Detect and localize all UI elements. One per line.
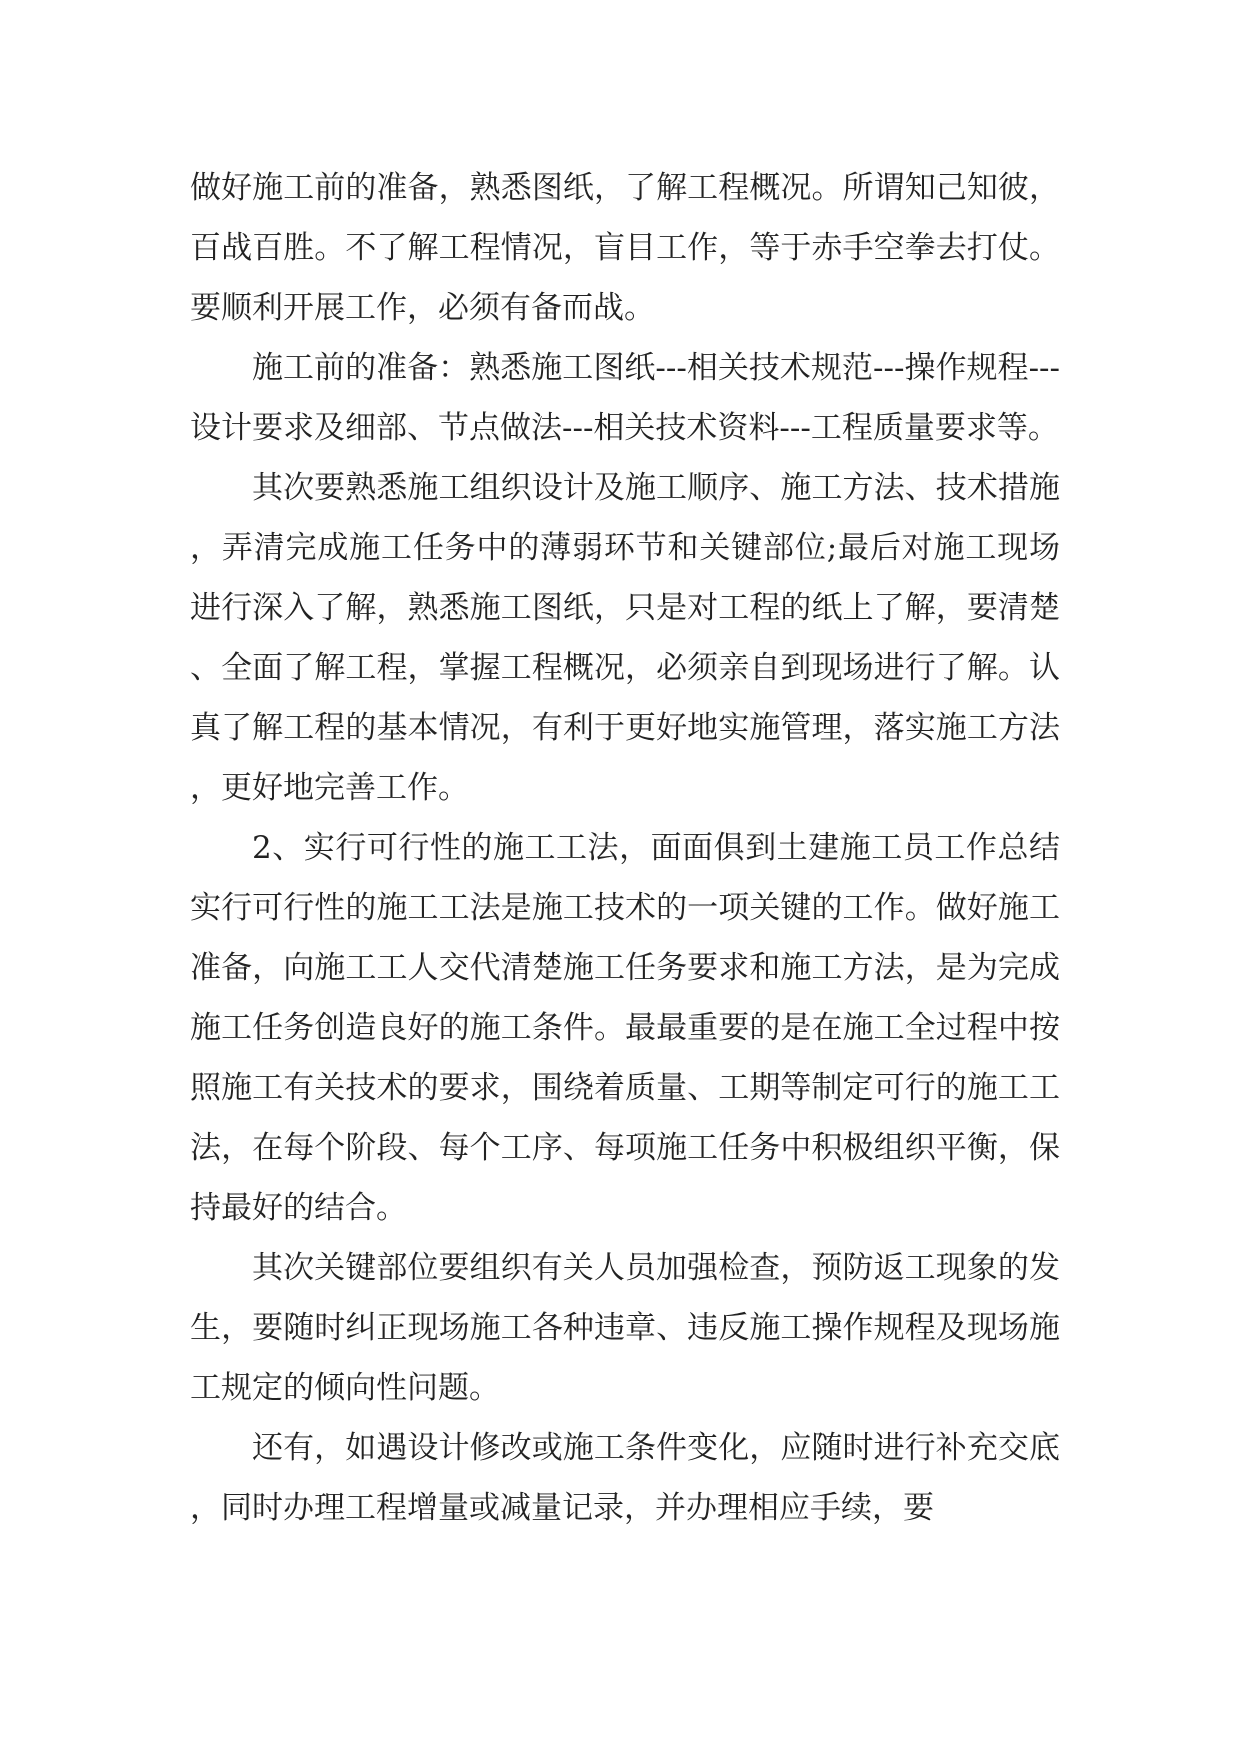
paragraph-3: 其次要熟悉施工组织设计及施工顺序、施工方法、技术措施，弄清完成施工任务中的薄弱环节和关键部位;最后对施工现场进行深入了解，熟悉施工图纸，只是对工程的纸上了解，要清楚、全面了解工程，掌握工程概况，必须亲自到现场进行了解。认真了解工程的基本情况，有利于更好地实施管理，落实施工方法，更好地完善工作。 <box>190 470 1060 806</box>
paragraph-5: 其次关键部位要组织有关人员加强检查，预防返工现象的发生，要随时纠正现场施工各种违章、违反施工操作规程及现场施工规定的倾向性问题。 <box>190 1250 1060 1406</box>
paragraph-1: 做好施工前的准备，熟悉图纸，了解工程概况。所谓知己知彼，百战百胜。不了解工程情况，盲目工作，等于赤手空拳去打仗。要顺利开展工作，必须有备而战。 <box>190 170 1060 326</box>
document-body <box>190 158 1060 1538</box>
paragraph-4: 2、实行可行性的施工工法，面面俱到土建施工员工作总结实行可行性的施工工法是施工技术的一项关键的工作。做好施工准备，向施工工人交代清楚施工任务要求和施工方法，是为完成施工任务创造良好的施工条件。最最重要的是在施工全过程中按照施工有关技术的要求，围绕着质量、工期等制定可行的施工工法，在每个阶段、每个工序、每项施工任务中积极组织平衡，保持最好的结合。 <box>190 830 1060 1226</box>
paragraph-2: 施工前的准备：熟悉施工图纸---相关技术规范---操作规程---设计要求及细部、节点做法---相关技术资料---工程质量要求等。 <box>190 350 1060 446</box>
paragraph-6: 还有，如遇设计修改或施工条件变化，应随时进行补充交底，同时办理工程增量或减量记录，并办理相应手续，要 <box>190 1430 1060 1526</box>
